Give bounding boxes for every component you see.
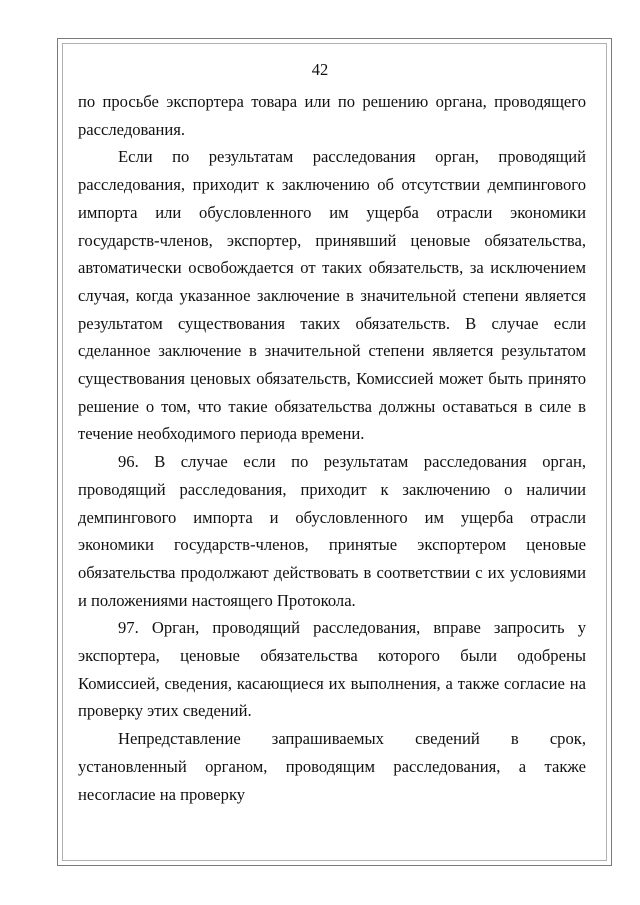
paragraph-continuation: по просьбе экспортера товара или по решению органа, проводящего расследования. xyxy=(78,92,586,139)
page-number: 42 xyxy=(311,60,329,79)
paragraph-absence-of-dumping: Если по результатам расследования орган, проводящий расследования, приходит к заключению об отсутствии демпингового импорта или обусловленного им ущерба отрасли экономики государств-членов, экспортер, принявший ценовые обязательства, автоматически освобождается от таких обязательств, за исключением случая, когда указанное заключение в значительной степени является результатом существования таких обязательств. В случае если сделанное заключение в значительной степени является результатом существования ценовых обязательств, Комиссией может быть принято решение о том, что такие обязательства должны оставаться в силе в течение необходимого периода времени. xyxy=(78,147,586,444)
paragraph-clause-97: 97. Орган, проводящий расследования, вправе запросить у экспортера, ценовые обязательства которого были одобрены Комиссией, сведения, касающиеся их выполнения, а также согласие на проверку этих сведений. xyxy=(78,618,586,721)
paragraph-non-submission: Непредставление запрашиваемых сведений в срок, установленный органом, проводящим расследования, а также несогласие на проверку xyxy=(78,729,586,804)
document-body xyxy=(78,88,586,808)
paragraph-clause-96: 96. В случае если по результатам расследования орган, проводящий расследования, приходит к заключению о наличии демпингового импорта и обусловленного им ущерба отрасли экономики государств-членов, принятые экспортером ценовые обязательства продолжают действовать в соответствии с их условиями и положениями настоящего Протокола. xyxy=(78,452,586,610)
